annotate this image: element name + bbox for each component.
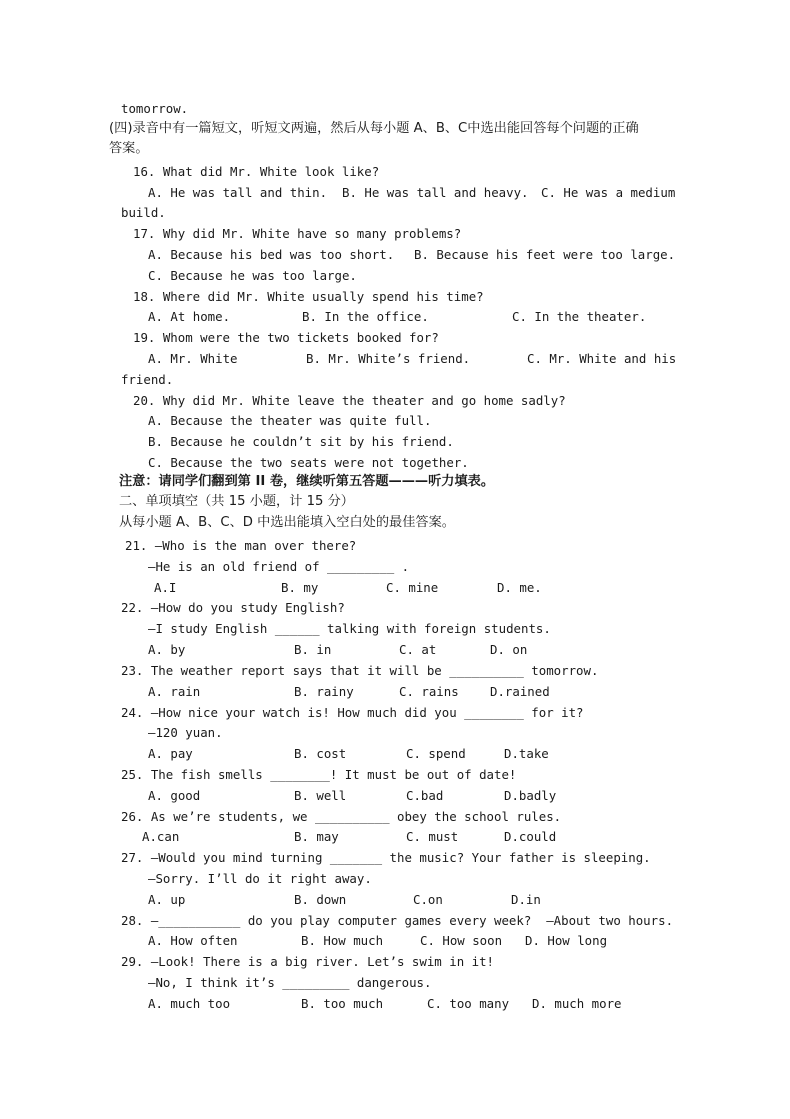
q16-option-c: C. He was a medium bbox=[541, 185, 676, 200]
q18-option-a: A. At home. bbox=[148, 309, 231, 324]
question-28: 28. —___________ do you play computer games every week? —About two hours. bbox=[121, 913, 674, 928]
q21-option-d: D. me. bbox=[497, 580, 542, 595]
section-2-instruction: 从每小题 A、B、C、D 中选出能填入空白处的最佳答案。 bbox=[119, 515, 455, 530]
question-21-reply: —He is an old friend of _________ . bbox=[148, 559, 410, 574]
q29-option-c: C. too many bbox=[427, 996, 510, 1011]
q19-option-c: C. Mr. White and his bbox=[527, 351, 677, 366]
q20-option-b: B. Because he couldn’t sit by his friend. bbox=[148, 434, 454, 449]
question-27-reply: —Sorry. I’ll do it right away. bbox=[148, 871, 372, 886]
q22-option-c: C. at bbox=[399, 642, 437, 657]
q27-option-b: B. down bbox=[294, 892, 347, 907]
question-29-reply: —No, I think it’s _________ dangerous. bbox=[148, 975, 432, 990]
question-22-reply: —I study English ______ talking with foreign students. bbox=[148, 621, 551, 636]
q24-option-a: A. pay bbox=[148, 746, 193, 761]
question-27: 27. —Would you mind turning _______ the music? Your father is sleeping. bbox=[121, 850, 651, 865]
q20-option-c: C. Because the two seats were not together. bbox=[148, 455, 469, 470]
q24-option-c: C. spend bbox=[406, 746, 466, 761]
q17-option-c: C. Because he was too large. bbox=[148, 268, 357, 283]
q18-option-b: B. In the office. bbox=[302, 309, 429, 324]
q21-option-a: A.I bbox=[154, 580, 177, 595]
q23-option-b: B. rainy bbox=[294, 684, 354, 699]
question-24: 24. —How nice your watch is! How much did you ________ for it? bbox=[121, 705, 584, 720]
q27-option-d: D.in bbox=[511, 892, 541, 907]
q16-option-c-cont: build. bbox=[121, 205, 166, 220]
q26-option-c: C. must bbox=[406, 829, 459, 844]
question-24-reply: —120 yuan. bbox=[148, 725, 223, 740]
notice: 注意：请同学们翻到第 II 卷，继续听第五答题———听力填表。 bbox=[119, 474, 495, 489]
question-25: 25. The fish smells ________! It must be out of date! bbox=[121, 767, 517, 782]
q24-option-d: D.take bbox=[504, 746, 549, 761]
q18-option-c: C. In the theater. bbox=[512, 309, 647, 324]
q28-option-b: B. How much bbox=[301, 933, 384, 948]
q29-option-b: B. too much bbox=[301, 996, 384, 1011]
q28-option-d: D. How long bbox=[525, 933, 608, 948]
question-18: 18. Where did Mr. White usually spend his time? bbox=[133, 289, 484, 304]
q16-option-a: A. He was tall and thin. bbox=[148, 185, 328, 200]
q28-option-a: A. How often bbox=[148, 933, 238, 948]
q26-option-d: D.could bbox=[504, 829, 557, 844]
section-heading: (四)录音中有一篇短文，听短文两遍，然后从每小题 A、B、C中选出能回答每个问题的正确 bbox=[109, 121, 639, 136]
question-23: 23. The weather report says that it will be __________ tomorrow. bbox=[121, 663, 599, 678]
question-26: 26. As we’re students, we __________ obey the school rules. bbox=[121, 809, 562, 824]
question-19: 19. Whom were the two tickets booked for? bbox=[133, 330, 439, 345]
q17-option-a: A. Because his bed was too short. bbox=[148, 247, 395, 262]
q29-option-a: A. much too bbox=[148, 996, 231, 1011]
q25-option-a: A. good bbox=[148, 788, 201, 803]
q23-option-a: A. rain bbox=[148, 684, 201, 699]
q16-option-b: B. He was tall and heavy. bbox=[342, 185, 529, 200]
q21-option-b: B. my bbox=[281, 580, 319, 595]
q25-option-b: B. well bbox=[294, 788, 347, 803]
q26-option-b: B. may bbox=[294, 829, 339, 844]
section-2-title: 二、单项填空（共 15 小题，计 15 分） bbox=[119, 494, 354, 509]
q19-option-a: A. Mr. White bbox=[148, 351, 238, 366]
question-16: 16. What did Mr. White look like? bbox=[133, 164, 380, 179]
question-22: 22. —How do you study English? bbox=[121, 600, 345, 615]
question-29: 29. —Look! There is a big river. Let’s swim in it! bbox=[121, 954, 494, 969]
q24-option-b: B. cost bbox=[294, 746, 347, 761]
q29-option-d: D. much more bbox=[532, 996, 622, 1011]
q25-option-c: C.bad bbox=[406, 788, 444, 803]
q23-option-c: C. rains bbox=[399, 684, 459, 699]
section-heading-cont: 答案。 bbox=[109, 141, 149, 156]
q27-option-c: C.on bbox=[413, 892, 443, 907]
q17-option-b: B. Because his feet were too large. bbox=[414, 247, 676, 262]
q19-option-c-cont: friend. bbox=[121, 372, 174, 387]
q25-option-d: D.badly bbox=[504, 788, 557, 803]
q20-option-a: A. Because the theater was quite full. bbox=[148, 413, 432, 428]
q23-option-d: D.rained bbox=[490, 684, 550, 699]
q22-option-b: B. in bbox=[294, 642, 332, 657]
q22-option-a: A. by bbox=[148, 642, 186, 657]
q26-option-a: A.can bbox=[142, 829, 180, 844]
question-21: 21. —Who is the man over there? bbox=[125, 538, 357, 553]
question-20: 20. Why did Mr. White leave the theater and go home sadly? bbox=[133, 393, 566, 408]
q21-option-c: C. mine bbox=[386, 580, 439, 595]
q28-option-c: C. How soon bbox=[420, 933, 503, 948]
q19-option-b: B. Mr. White’s friend. bbox=[306, 351, 471, 366]
question-17: 17. Why did Mr. White have so many problems? bbox=[133, 226, 462, 241]
text-line: tomorrow. bbox=[121, 101, 189, 116]
q22-option-d: D. on bbox=[490, 642, 528, 657]
q27-option-a: A. up bbox=[148, 892, 186, 907]
